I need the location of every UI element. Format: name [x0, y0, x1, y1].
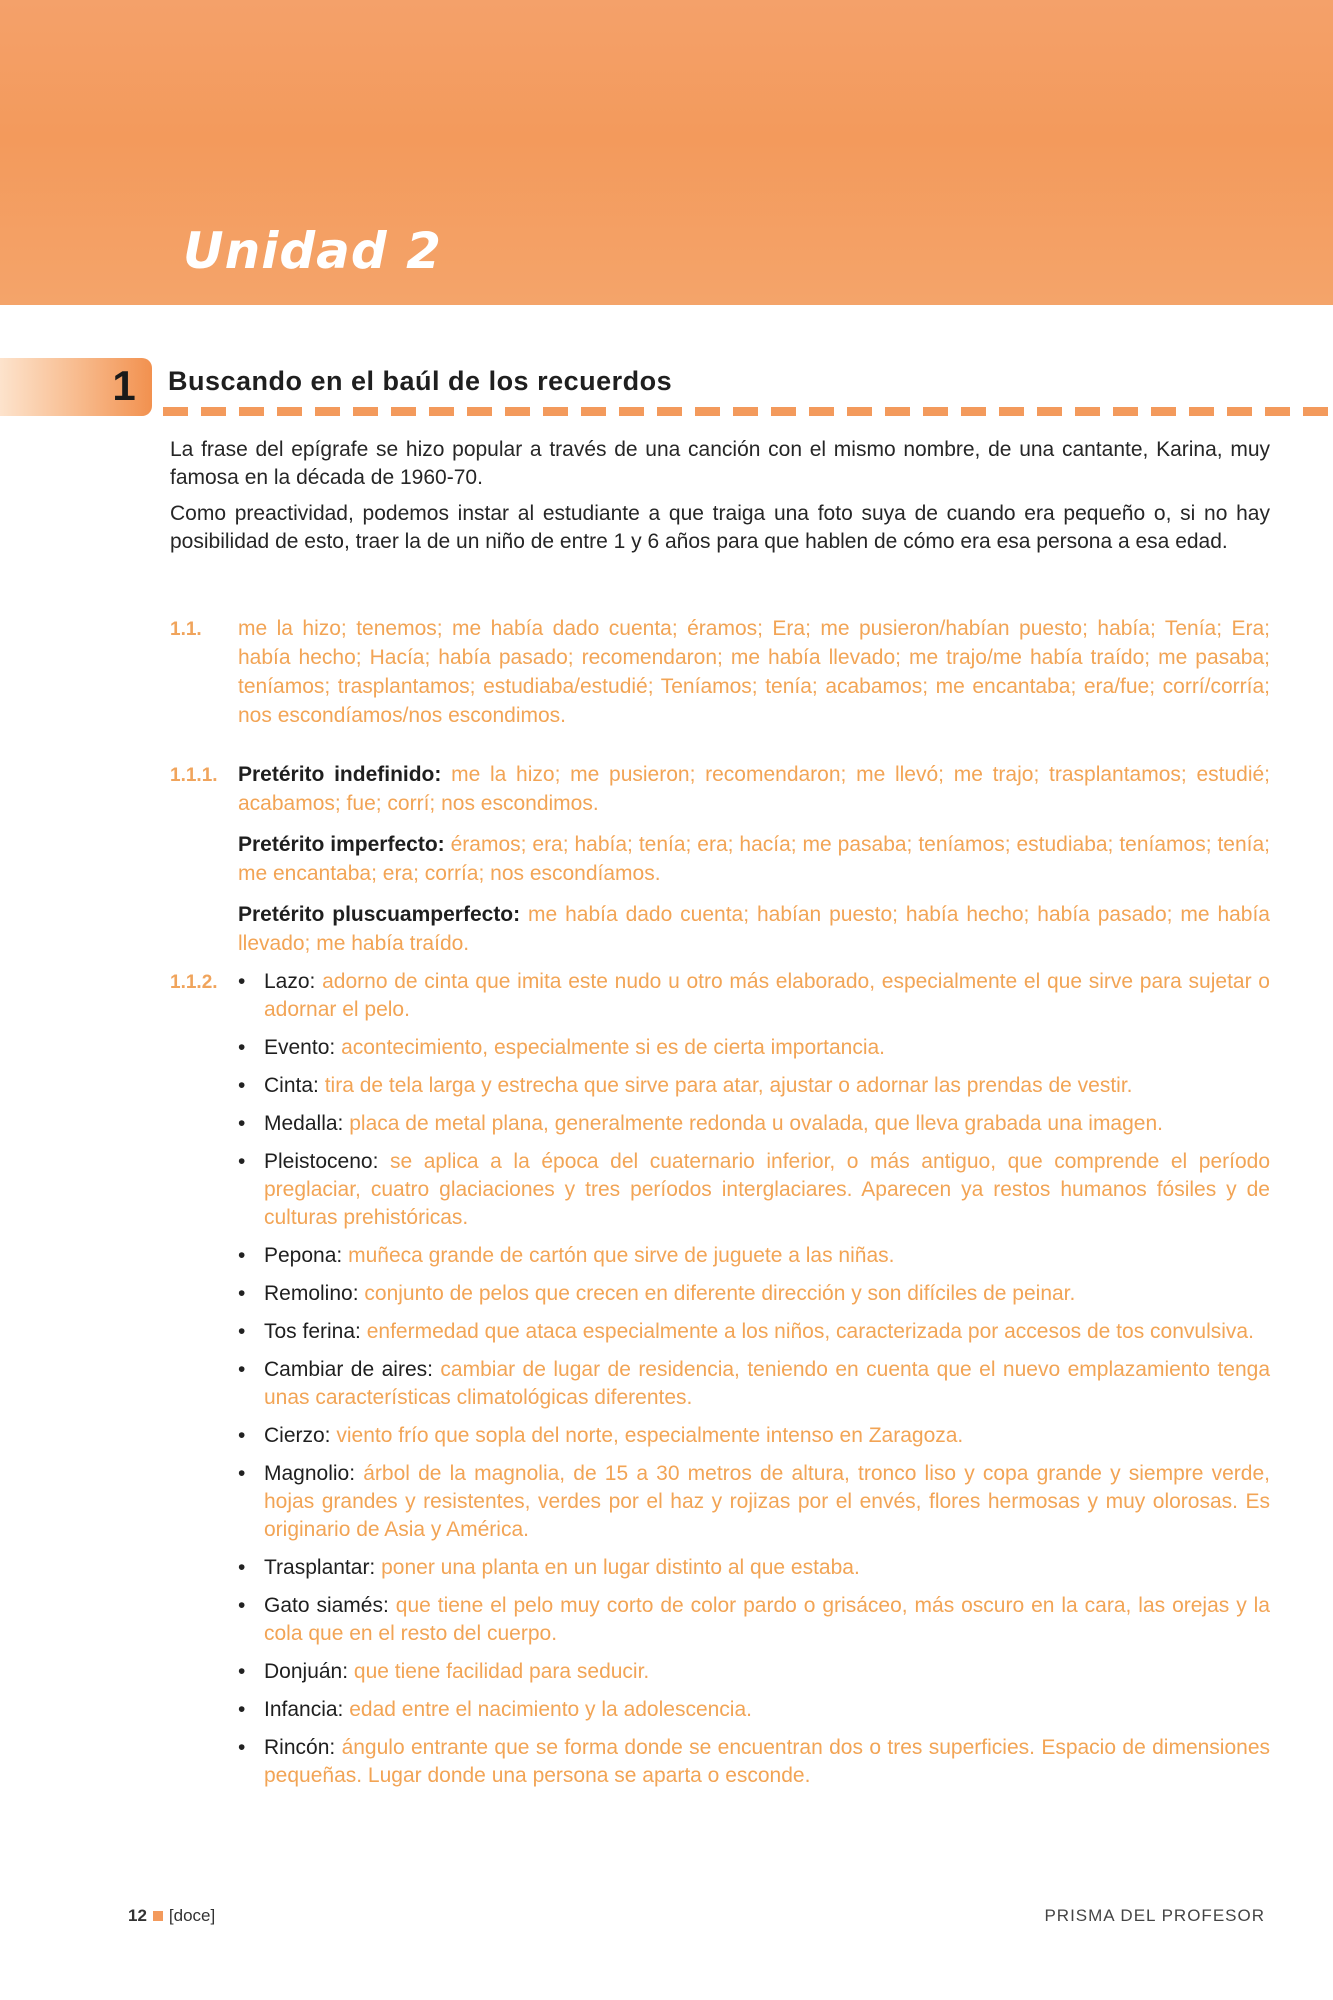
intro-paragraph: Como preactividad, podemos instar al estudiante a que traiga una foto suya de cuando era pequeño o, si no hay posibilidad de esto, traer la de un niño de entre 1 y 6 años para que hablen de cómo era esa persona a esa edad. — [170, 502, 1270, 553]
bullet: • — [238, 1736, 246, 1759]
section-number: 1 — [112, 362, 136, 409]
vocab-item — [238, 1460, 1270, 1544]
vocab-term: Rincón: — [264, 1736, 336, 1759]
vocab-definition: que tiene facilidad para seducir. — [353, 1660, 650, 1683]
vocab-term: Evento: — [264, 1036, 336, 1059]
bullet: • — [238, 970, 246, 993]
vocab-term: Magnolio: — [264, 1462, 356, 1485]
exercise-number: 1.1. — [170, 619, 202, 640]
tense-label: Pretérito pluscuamperfecto: — [238, 903, 521, 926]
vocab-term: Pleistoceno: — [264, 1150, 379, 1173]
vocab-definition: poner una planta en un lugar distinto al que estaba. — [381, 1556, 860, 1579]
vocab-item — [238, 1356, 1270, 1412]
bullet: • — [238, 1320, 246, 1343]
vocab-item — [238, 1318, 1270, 1346]
book-title: PRISMA DEL PROFESOR — [1044, 1906, 1265, 1925]
tense-pluscuamperfecto — [238, 900, 1270, 958]
vocab-definition: muñeca grande de cartón que sirve de juguete a las niñas. — [348, 1244, 895, 1267]
vocab-term: Cinta: — [264, 1074, 319, 1097]
vocab-definition: placa de metal plana, generalmente redonda u ovalada, que lleva grabada una imagen. — [349, 1112, 1163, 1135]
bullet: • — [238, 1698, 246, 1721]
tense-answer: éramos; era; había; tenía; era; hacía; me pasaba; teníamos; estudiaba; teníamos; tenía; me encantaba; era; corría; nos escondíamos. — [238, 833, 1271, 885]
bullet: • — [238, 1424, 246, 1447]
bullet: • — [238, 1112, 246, 1135]
vocab-item — [238, 1034, 1270, 1062]
vocab-term: Trasplantar: — [264, 1556, 376, 1579]
bullet: • — [238, 1074, 246, 1097]
vocab-item — [238, 1242, 1270, 1270]
intro-paragraph: La frase del epígrafe se hizo popular a través de una canción con el mismo nombre, de una cantante, Karina, muy famosa en la década de 1960-70. — [170, 438, 1270, 489]
vocab-item — [238, 968, 1270, 1024]
bullet: • — [238, 1282, 246, 1305]
vocab-term: Pepona: — [264, 1244, 343, 1267]
vocab-item — [238, 1592, 1270, 1648]
tense-indefinido — [238, 760, 1270, 818]
intro-text — [170, 436, 1270, 564]
vocab-definition: se aplica a la época del cuaternario inferior, o más antiguo, que comprende el período preglaciar, cuatro glaciaciones y tres períodos interglaciares. Aparecen ya restos humanos fósiles y de culturas prehistóricas. — [264, 1150, 1270, 1229]
vocab-definition: conjunto de pelos que crecen en diferente dirección y son difíciles de peinar. — [364, 1282, 1076, 1305]
page-footer-left — [128, 1906, 215, 1926]
tense-label: Pretérito imperfecto: — [238, 833, 445, 856]
vocab-term: Cierzo: — [264, 1424, 331, 1447]
bullet: • — [238, 1244, 246, 1267]
square-icon — [153, 1911, 163, 1921]
vocab-definition: viento frío que sopla del norte, especialmente intenso en Zaragoza. — [336, 1424, 964, 1447]
vocab-definition: cambiar de lugar de residencia, teniendo en cuenta que el nuevo emplazamiento tenga unas características climatológicas diferentes. — [264, 1358, 1270, 1409]
vocab-definition: ángulo entrante que se forma donde se encuentran dos o tres superficies. Espacio de dimensiones pequeñas. Lugar donde una persona se aparta o esconde. — [264, 1736, 1271, 1787]
vocab-term: Medalla: — [264, 1112, 344, 1135]
vocab-definition: tira de tela larga y estrecha que sirve para atar, ajustar o adornar las prendas de vestir. — [324, 1074, 1133, 1097]
vocab-term: Lazo: — [264, 970, 316, 993]
bullet: • — [238, 1462, 246, 1485]
vocab-term: Donjuán: — [264, 1660, 349, 1683]
vocab-term: Remolino: — [264, 1282, 359, 1305]
vocab-item — [238, 1148, 1270, 1232]
tense-imperfecto — [238, 830, 1270, 888]
vocab-item — [238, 1696, 1270, 1724]
vocab-term: Gato siamés: — [264, 1594, 389, 1617]
tense-answer: me la hizo; me pusieron; recomendaron; me llevó; me trajo; trasplantamos; estudié; acabamos; fue; corrí; nos escondimos. — [238, 763, 1271, 815]
vocab-item — [238, 1422, 1270, 1450]
exercise-answer: me la hizo; tenemos; me había dado cuenta; éramos; Era; me pusieron/habían puesto; había; Tenía; Era; había hecho; Hacía; había pasado; recomendaron; me había llevado; me trajo/me había traído; me pasaba; teníamos; trasplantamos; estudiaba/estudié; Teníamos; tenía; acabamos; me encantaba; era/fue; corrí/corría; nos escondíamos/nos escondimos. — [238, 617, 1270, 727]
section-title: Buscando en el baúl de los recuerdos — [168, 366, 673, 396]
vocab-definition: que tiene el pelo muy corto de color pardo o grisáceo, más oscuro en la cara, las orejas y la cola que en el resto del cuerpo. — [264, 1594, 1270, 1645]
vocab-item — [238, 1280, 1270, 1308]
bullet: • — [238, 1036, 246, 1059]
vocab-definition: edad entre el nacimiento y la adolescencia. — [349, 1698, 752, 1721]
tense-label: Pretérito indefinido: — [238, 763, 442, 786]
vocab-item — [238, 1658, 1270, 1686]
vocab-term: Infancia: — [264, 1698, 344, 1721]
unit-title: Unidad 2 — [183, 222, 442, 280]
bullet: • — [238, 1660, 246, 1683]
vocab-term: Tos ferina: — [264, 1320, 361, 1343]
vocab-definition: acontecimiento, especialmente si es de cierta importancia. — [341, 1036, 886, 1059]
vocab-definition: árbol de la magnolia, de 15 a 30 metros de altura, tronco liso y copa grande y siempre verde, hojas grandes y resistentes, verdes por el haz y rojizas por el envés, flores hermosas y muy olorosas. Es originario de Asia y América. — [264, 1462, 1270, 1541]
page-number: 12 — [128, 1906, 147, 1925]
vocab-item — [238, 1734, 1271, 1790]
exercise-number: 1.1.1. — [170, 765, 218, 786]
vocab-term: Cambiar de aires: — [264, 1358, 433, 1381]
exercise-number: 1.1.2. — [170, 972, 218, 993]
page-number-word: [doce] — [168, 1906, 216, 1925]
vocabulary-list — [238, 968, 1270, 1800]
dashed-divider — [163, 407, 1333, 416]
bullet: • — [238, 1556, 246, 1579]
bullet: • — [238, 1594, 246, 1617]
vocab-item — [238, 1554, 1270, 1582]
vocab-definition: adorno de cinta que imita este nudo u otro más elaborado, especialmente el que sirve para sujetar o adornar el pelo. — [264, 970, 1270, 1021]
vocab-definition: enfermedad que ataca especialmente a los niños, caracterizada por accesos de tos convulsiva. — [366, 1320, 1254, 1343]
vocab-item — [238, 1110, 1270, 1138]
bullet: • — [238, 1150, 246, 1173]
tense-answer: me había dado cuenta; habían puesto; había hecho; había pasado; me había llevado; me había traído. — [238, 903, 1270, 955]
bullet: • — [238, 1358, 246, 1381]
vocab-item — [238, 1072, 1270, 1100]
